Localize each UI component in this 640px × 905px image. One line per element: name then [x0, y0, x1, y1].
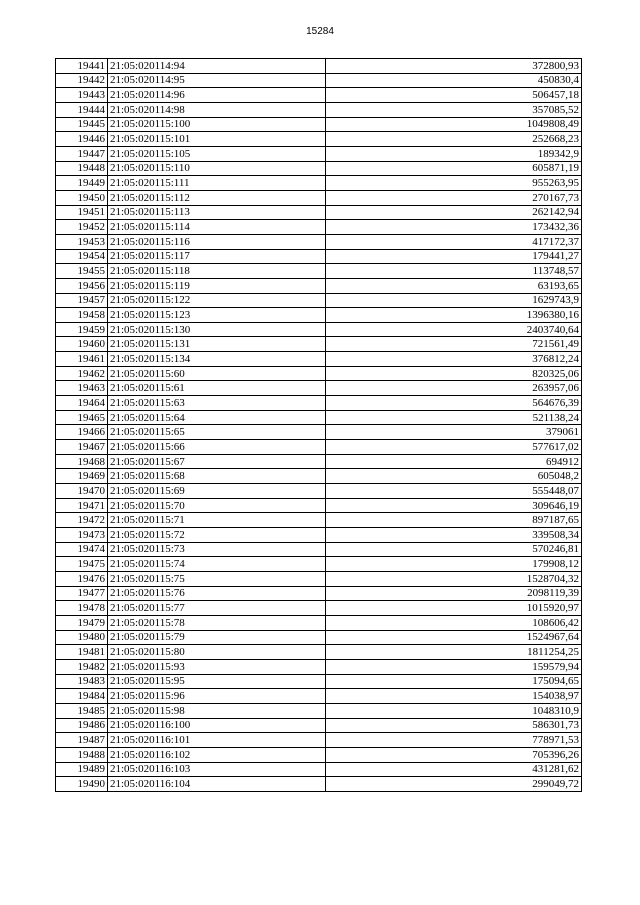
table-row [56, 117, 582, 132]
row-number-cell: 19466 [56, 425, 108, 440]
row-number-cell: 19449 [56, 176, 108, 191]
table-row [56, 571, 582, 586]
cadastral-number-cell: 21:05:020115:71 [108, 513, 326, 528]
row-number-cell: 19475 [56, 557, 108, 572]
cadastral-value-cell: 431281,62 [326, 762, 582, 777]
cadastral-number-cell: 21:05:020114:95 [108, 73, 326, 88]
table-row [56, 396, 582, 411]
cadastral-number-cell: 21:05:020115:72 [108, 528, 326, 543]
cadastral-number-cell: 21:05:020115:96 [108, 689, 326, 704]
cadastral-value-cell: 189342,9 [326, 146, 582, 161]
table-row [56, 703, 582, 718]
table-row [56, 205, 582, 220]
table-row [56, 733, 582, 748]
cadastral-number-cell: 21:05:020115:112 [108, 190, 326, 205]
cadastral-value-cell: 605048,2 [326, 469, 582, 484]
row-number-cell: 19442 [56, 73, 108, 88]
row-number-cell: 19451 [56, 205, 108, 220]
row-number-cell: 19457 [56, 293, 108, 308]
cadastral-number-cell: 21:05:020116:104 [108, 777, 326, 792]
cadastral-value-cell: 897187,65 [326, 513, 582, 528]
table-row [56, 234, 582, 249]
cadastral-value-cell: 252668,23 [326, 132, 582, 147]
cadastral-value-cell: 694912 [326, 454, 582, 469]
cadastral-number-cell: 21:05:020115:130 [108, 322, 326, 337]
table-row [56, 59, 582, 74]
cadastral-number-cell: 21:05:020116:103 [108, 762, 326, 777]
cadastral-number-cell: 21:05:020115:75 [108, 571, 326, 586]
row-number-cell: 19486 [56, 718, 108, 733]
table-row [56, 146, 582, 161]
cadastral-value-cell: 299049,72 [326, 777, 582, 792]
table-row [56, 102, 582, 117]
table-row [56, 410, 582, 425]
row-number-cell: 19480 [56, 630, 108, 645]
table-row [56, 425, 582, 440]
cadastral-value-cell: 1048310,9 [326, 703, 582, 718]
table-row [56, 469, 582, 484]
table-row [56, 337, 582, 352]
cadastral-value-cell: 63193,65 [326, 278, 582, 293]
cadastral-number-cell: 21:05:020115:105 [108, 146, 326, 161]
row-number-cell: 19465 [56, 410, 108, 425]
cadastral-number-cell: 21:05:020115:100 [108, 117, 326, 132]
table-row [56, 747, 582, 762]
row-number-cell: 19458 [56, 308, 108, 323]
row-number-cell: 19472 [56, 513, 108, 528]
row-number-cell: 19462 [56, 366, 108, 381]
row-number-cell: 19445 [56, 117, 108, 132]
cadastral-number-cell: 21:05:020114:96 [108, 88, 326, 103]
cadastral-number-cell: 21:05:020116:100 [108, 718, 326, 733]
cadastral-number-cell: 21:05:020115:74 [108, 557, 326, 572]
table-row [56, 615, 582, 630]
row-number-cell: 19467 [56, 440, 108, 455]
table-row [56, 498, 582, 513]
row-number-cell: 19453 [56, 234, 108, 249]
row-number-cell: 19488 [56, 747, 108, 762]
cadastral-value-cell: 357085,52 [326, 102, 582, 117]
cadastral-value-cell: 179908,12 [326, 557, 582, 572]
cadastral-value-cell: 2098119,39 [326, 586, 582, 601]
table-row [56, 381, 582, 396]
cadastral-number-cell: 21:05:020115:114 [108, 220, 326, 235]
cadastral-value-cell: 820325,06 [326, 366, 582, 381]
table-row [56, 659, 582, 674]
cadastral-number-cell: 21:05:020115:116 [108, 234, 326, 249]
cadastral-value-cell: 705396,26 [326, 747, 582, 762]
row-number-cell: 19483 [56, 674, 108, 689]
cadastral-value-cell: 379061 [326, 425, 582, 440]
cadastral-number-cell: 21:05:020115:65 [108, 425, 326, 440]
cadastral-value-cell: 450830,4 [326, 73, 582, 88]
cadastral-value-cell: 179441,27 [326, 249, 582, 264]
cadastral-value-cell: 113748,57 [326, 264, 582, 279]
row-number-cell: 19481 [56, 645, 108, 660]
cadastral-number-cell: 21:05:020115:77 [108, 601, 326, 616]
cadastral-number-cell: 21:05:020116:101 [108, 733, 326, 748]
cadastral-value-cell: 154038,97 [326, 689, 582, 704]
cadastral-number-cell: 21:05:020115:66 [108, 440, 326, 455]
cadastral-number-cell: 21:05:020115:122 [108, 293, 326, 308]
cadastral-value-cell: 372800,93 [326, 59, 582, 74]
table-row [56, 308, 582, 323]
table-row [56, 689, 582, 704]
row-number-cell: 19446 [56, 132, 108, 147]
cadastral-number-cell: 21:05:020115:119 [108, 278, 326, 293]
cadastral-number-cell: 21:05:020115:123 [108, 308, 326, 323]
cadastral-value-cell: 955263,95 [326, 176, 582, 191]
table-row [56, 73, 582, 88]
row-number-cell: 19484 [56, 689, 108, 704]
row-number-cell: 19473 [56, 528, 108, 543]
cadastral-value-cell: 376812,24 [326, 352, 582, 367]
row-number-cell: 19456 [56, 278, 108, 293]
cadastral-value-cell: 721561,49 [326, 337, 582, 352]
table-row [56, 630, 582, 645]
cadastral-value-cell: 175094,65 [326, 674, 582, 689]
cadastral-value-cell: 159579,94 [326, 659, 582, 674]
table-row [56, 366, 582, 381]
row-number-cell: 19459 [56, 322, 108, 337]
cadastral-value-cell: 1524967,64 [326, 630, 582, 645]
cadastral-number-cell: 21:05:020115:63 [108, 396, 326, 411]
cadastral-value-cell: 2403740,64 [326, 322, 582, 337]
cadastral-number-cell: 21:05:020115:98 [108, 703, 326, 718]
row-number-cell: 19468 [56, 454, 108, 469]
cadastral-value-cell: 270167,73 [326, 190, 582, 205]
cadastral-value-cell: 506457,18 [326, 88, 582, 103]
cadastral-value-cell: 309646,19 [326, 498, 582, 513]
table-row [56, 557, 582, 572]
row-number-cell: 19490 [56, 777, 108, 792]
cadastral-number-cell: 21:05:020115:110 [108, 161, 326, 176]
table-row [56, 322, 582, 337]
row-number-cell: 19470 [56, 484, 108, 499]
table-row [56, 777, 582, 792]
cadastral-value-cell: 555448,07 [326, 484, 582, 499]
cadastral-value-cell: 1396380,16 [326, 308, 582, 323]
cadastral-number-cell: 21:05:020114:94 [108, 59, 326, 74]
table-row [56, 161, 582, 176]
table-row [56, 220, 582, 235]
row-number-cell: 19487 [56, 733, 108, 748]
table-row [56, 176, 582, 191]
row-number-cell: 19471 [56, 498, 108, 513]
cadastral-value-cell: 521138,24 [326, 410, 582, 425]
table-row [56, 132, 582, 147]
table-row [56, 601, 582, 616]
cadastral-number-cell: 21:05:020115:111 [108, 176, 326, 191]
table-row [56, 352, 582, 367]
cadastral-number-cell: 21:05:020115:117 [108, 249, 326, 264]
cadastral-value-cell: 564676,39 [326, 396, 582, 411]
table-row [56, 278, 582, 293]
cadastral-number-cell: 21:05:020116:102 [108, 747, 326, 762]
cadastral-value-cell: 108606,42 [326, 615, 582, 630]
cadastral-value-cell: 586301,73 [326, 718, 582, 733]
table-row [56, 190, 582, 205]
table-row [56, 528, 582, 543]
cadastral-value-cell: 570246,81 [326, 542, 582, 557]
row-number-cell: 19461 [56, 352, 108, 367]
table-row [56, 440, 582, 455]
row-number-cell: 19443 [56, 88, 108, 103]
row-number-cell: 19479 [56, 615, 108, 630]
cadastral-number-cell: 21:05:020115:79 [108, 630, 326, 645]
table-row [56, 264, 582, 279]
cadastral-value-cell: 577617,02 [326, 440, 582, 455]
cadastral-value-cell: 1049808,49 [326, 117, 582, 132]
table-row [56, 586, 582, 601]
table-row [56, 542, 582, 557]
cadastral-value-cell: 339508,34 [326, 528, 582, 543]
cadastral-value-cell: 605871,19 [326, 161, 582, 176]
table-row [56, 454, 582, 469]
row-number-cell: 19464 [56, 396, 108, 411]
cadastral-value-cell: 1811254,25 [326, 645, 582, 660]
row-number-cell: 19476 [56, 571, 108, 586]
table-row [56, 249, 582, 264]
row-number-cell: 19474 [56, 542, 108, 557]
row-number-cell: 19441 [56, 59, 108, 74]
row-number-cell: 19450 [56, 190, 108, 205]
row-number-cell: 19454 [56, 249, 108, 264]
cadastral-value-cell: 262142,94 [326, 205, 582, 220]
cadastral-number-cell: 21:05:020115:101 [108, 132, 326, 147]
row-number-cell: 19463 [56, 381, 108, 396]
cadastral-number-cell: 21:05:020115:78 [108, 615, 326, 630]
cadastral-value-table [55, 58, 582, 792]
cadastral-number-cell: 21:05:020115:131 [108, 337, 326, 352]
row-number-cell: 19452 [56, 220, 108, 235]
cadastral-number-cell: 21:05:020115:68 [108, 469, 326, 484]
cadastral-value-cell: 263957,06 [326, 381, 582, 396]
table-row [56, 762, 582, 777]
row-number-cell: 19460 [56, 337, 108, 352]
cadastral-value-cell: 1015920,97 [326, 601, 582, 616]
table-row [56, 513, 582, 528]
row-number-cell: 19455 [56, 264, 108, 279]
row-number-cell: 19478 [56, 601, 108, 616]
cadastral-number-cell: 21:05:020115:70 [108, 498, 326, 513]
cadastral-number-cell: 21:05:020115:60 [108, 366, 326, 381]
row-number-cell: 19477 [56, 586, 108, 601]
table-row [56, 88, 582, 103]
cadastral-value-cell: 1629743,9 [326, 293, 582, 308]
cadastral-number-cell: 21:05:020115:95 [108, 674, 326, 689]
cadastral-number-cell: 21:05:020115:76 [108, 586, 326, 601]
cadastral-number-cell: 21:05:020115:118 [108, 264, 326, 279]
cadastral-value-cell: 417172,37 [326, 234, 582, 249]
cadastral-number-cell: 21:05:020115:80 [108, 645, 326, 660]
cadastral-value-cell: 1528704,32 [326, 571, 582, 586]
row-number-cell: 19485 [56, 703, 108, 718]
row-number-cell: 19489 [56, 762, 108, 777]
cadastral-value-cell: 173432,36 [326, 220, 582, 235]
row-number-cell: 19448 [56, 161, 108, 176]
cadastral-number-cell: 21:05:020115:61 [108, 381, 326, 396]
cadastral-number-cell: 21:05:020115:134 [108, 352, 326, 367]
table-body [56, 59, 582, 792]
page-number: 15284 [306, 26, 334, 37]
row-number-cell: 19447 [56, 146, 108, 161]
table-row [56, 718, 582, 733]
cadastral-number-cell: 21:05:020115:64 [108, 410, 326, 425]
table-row [56, 674, 582, 689]
cadastral-number-cell: 21:05:020115:67 [108, 454, 326, 469]
table-row [56, 293, 582, 308]
row-number-cell: 19469 [56, 469, 108, 484]
cadastral-number-cell: 21:05:020114:98 [108, 102, 326, 117]
table-row [56, 484, 582, 499]
cadastral-value-cell: 778971,53 [326, 733, 582, 748]
row-number-cell: 19444 [56, 102, 108, 117]
cadastral-number-cell: 21:05:020115:73 [108, 542, 326, 557]
table-row [56, 645, 582, 660]
cadastral-number-cell: 21:05:020115:93 [108, 659, 326, 674]
cadastral-number-cell: 21:05:020115:113 [108, 205, 326, 220]
row-number-cell: 19482 [56, 659, 108, 674]
cadastral-number-cell: 21:05:020115:69 [108, 484, 326, 499]
